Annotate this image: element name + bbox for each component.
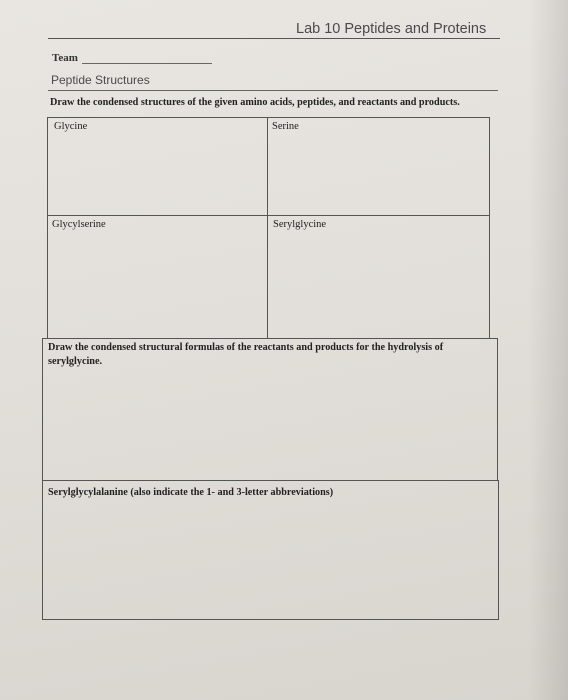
cell-label-serylglycine: Serylglycine [273, 219, 327, 230]
hydrolysis-box [42, 338, 498, 481]
section-title: Peptide Structures [51, 73, 150, 87]
instructions: Draw the condensed structures of the given amino acids, peptides, and reactants and products. [50, 97, 460, 108]
answer-box-outline [47, 117, 490, 339]
tripeptide-box [42, 480, 499, 620]
hydrolysis-prompt-line2: serylglycine. [48, 356, 103, 367]
page-title: Lab 10 Peptides and Proteins [296, 21, 487, 37]
cell-label-serine: Serine [272, 121, 299, 132]
cell-label-glycine: Glycine [54, 121, 88, 132]
team-label: Team [52, 52, 78, 64]
page-shadow [528, 0, 568, 700]
tripeptide-prompt: Serylglycylalanine (also indicate the 1- and 3-letter abbreviations) [48, 487, 334, 498]
cell-label-glycylserine: Glycylserine [52, 219, 106, 230]
team-name-line[interactable] [82, 63, 212, 64]
section-divider [48, 90, 498, 91]
header-divider [48, 38, 500, 39]
grid-vertical-divider [267, 117, 268, 339]
grid-horizontal-divider [47, 215, 490, 216]
hydrolysis-prompt-line1: Draw the condensed structural formulas of the reactants and products for the hydrolysis of [48, 342, 444, 353]
